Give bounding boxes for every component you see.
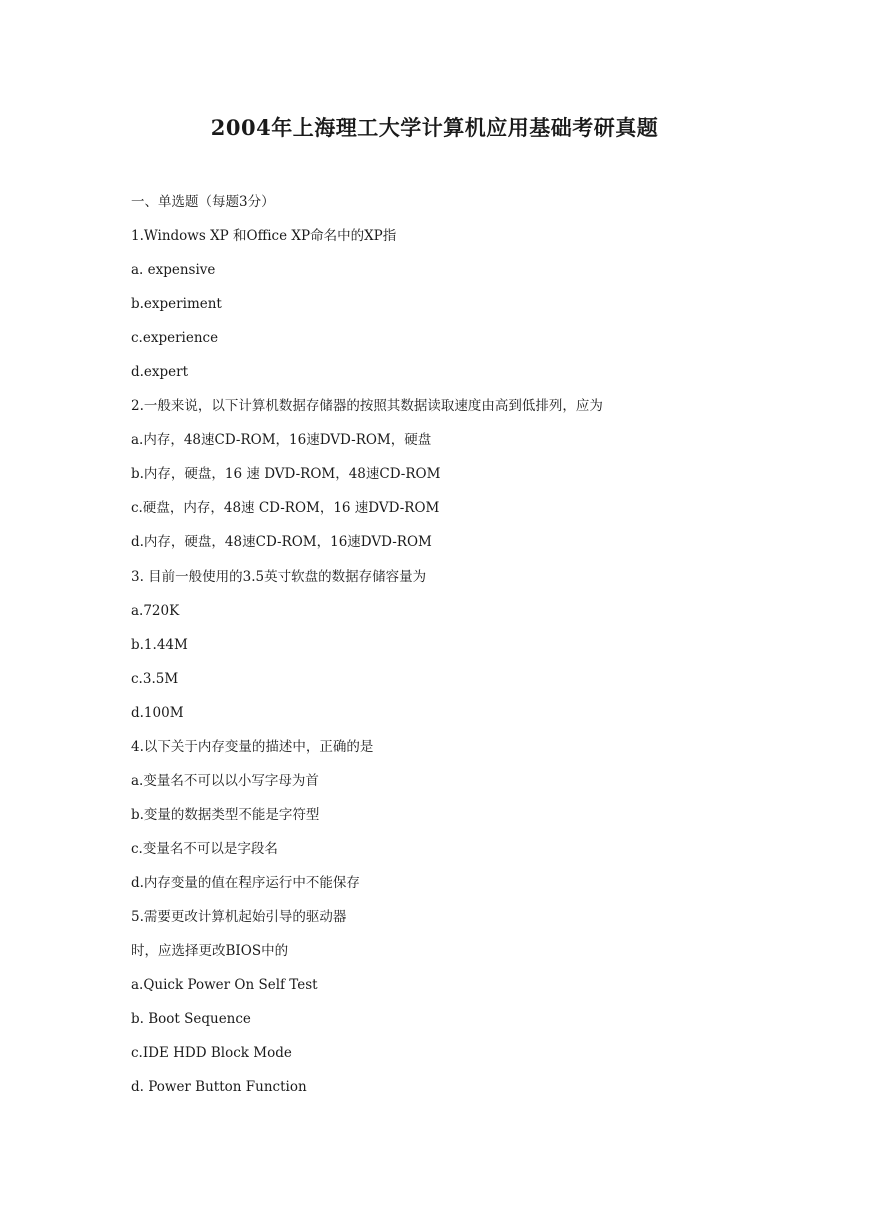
question-1-option-b: b.experiment bbox=[131, 296, 222, 313]
question-5: 5.需要更改计算机起始引导的驱动器 bbox=[131, 908, 347, 925]
question-4-option-d: d.内存变量的值在程序运行中不能保存 bbox=[131, 874, 360, 891]
question-3-option-b: b.1.44M bbox=[131, 636, 188, 653]
question-1-option-a: a. expensive bbox=[131, 262, 216, 279]
question-4-option-c: c.变量名不可以是字段名 bbox=[131, 840, 278, 857]
question-4-option-a: a.变量名不可以以小写字母为首 bbox=[131, 772, 319, 789]
question-1-option-d: d.expert bbox=[131, 364, 189, 381]
question-2-option-a: a.内存，48速CD-ROM，16速DVD-ROM，硬盘 bbox=[131, 432, 432, 449]
question-5-continued: 时，应选择更改BIOS中的 bbox=[131, 943, 289, 960]
question-2: 2.一般来说，以下计算机数据存储器的按照其数据读取速度由高到低排列，应为 bbox=[131, 398, 603, 415]
question-1-option-c: c.experience bbox=[131, 330, 219, 347]
question-2-option-d: d.内存，硬盘，48速CD-ROM，16速DVD-ROM bbox=[131, 534, 432, 551]
question-5-option-d: d. Power Button Function bbox=[131, 1079, 307, 1096]
question-5-option-a: a.Quick Power On Self Test bbox=[131, 977, 318, 994]
question-1: 1.Windows XP 和Office XP命名中的XP指 bbox=[131, 228, 397, 245]
question-list bbox=[131, 192, 751, 1111]
question-4-option-b: b.变量的数据类型不能是字符型 bbox=[131, 806, 320, 823]
question-2-option-b: b.内存，硬盘，16 速 DVD-ROM，48速CD-ROM bbox=[131, 466, 441, 483]
question-3-option-d: d.100M bbox=[131, 704, 184, 721]
question-5-option-b: b. Boot Sequence bbox=[131, 1011, 251, 1028]
question-4: 4.以下关于内存变量的描述中，正确的是 bbox=[131, 738, 374, 755]
question-3: 3. 目前一般使用的3.5英寸软盘的数据存储容量为 bbox=[131, 568, 427, 585]
question-3-option-a: a.720K bbox=[131, 602, 180, 619]
document-title: 2004年上海理工大学计算机应用基础考研真题 bbox=[210, 115, 659, 140]
question-2-option-c: c.硬盘，内存，48速 CD-ROM，16 速DVD-ROM bbox=[131, 500, 440, 517]
section-heading: 一、单选题（每题3分） bbox=[131, 194, 275, 210]
question-3-option-c: c.3.5M bbox=[131, 670, 179, 687]
question-5-option-c: c.IDE HDD Block Mode bbox=[131, 1045, 292, 1062]
